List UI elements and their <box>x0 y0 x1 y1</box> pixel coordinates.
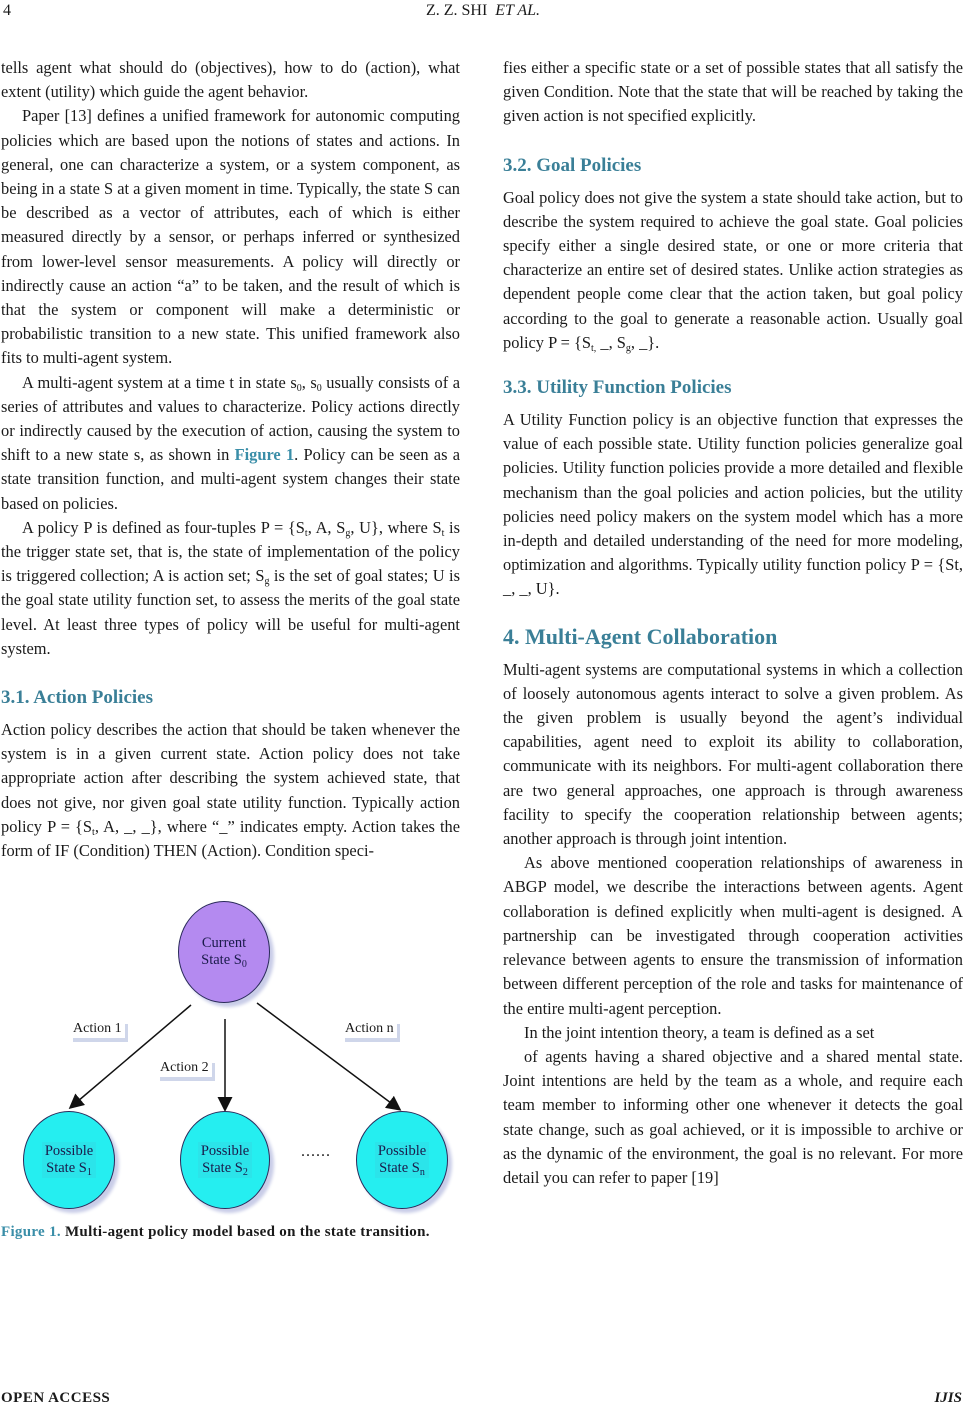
section-heading-3-2: 3.2. Goal Policies <box>503 154 642 176</box>
paragraph: A policy P is defined as four-tuples $P = \{S_t$, A, $S_g$, U}, where $S_t$ is the trigger state set, that is, the state of implementation of the policy is triggered collection; A is action set; $S_g$ is the set of goal states; U is the goal state utility function set, to assess the merits of the goal state level. At least three types of policy will be useful for multi-agent system. <box>1 517 460 658</box>
paragraph: fies either a specific state or a set of possible states that all satisfy the given Condition. Note that the state that will be reached by taking the given action is not specified explicitly. <box>503 58 963 126</box>
paragraph: In the joint intention theory, a team is defined as a set <box>524 1022 875 1042</box>
ellipsis: ...... <box>301 1143 331 1161</box>
paragraph: A multi-agent system at a time t in state $s_0$, $s_0$ usually consists of a series of attributes and values to characterize. Policy actions directly or indirectly caused by the execution of action, causing the system to shift to a new state s, as shown in Figure 1. Policy can be seen as a state transition function, and multi-agent system changes their state based on policies. <box>1 372 461 513</box>
footer-journal: IJIS <box>934 1390 962 1406</box>
left-column <box>1 56 460 1242</box>
action-1-label: Action 1 <box>70 1020 125 1038</box>
running-header <box>0 2 966 20</box>
header-authors: Z. Z. SHI <box>425 2 488 19</box>
paragraph: Goal policy does not give the system a state should take action, but to describe the system required to achieve the goal state. Goal policies specify either a single desired state, or one or more criteria that characterize an entire set of desired states. Unlike action strategies as dependent people come clear that the action taken, but goal policy according to the goal to generate a reasonable action. Usually goal policy $P = \{S_{t,}$ _, $S_g$, _}. <box>503 187 963 354</box>
action-2-label: Action 2 <box>157 1059 212 1077</box>
current-state-node: Current State $S_0$ <box>178 901 270 1003</box>
paragraph: Multi-agent systems are computational systems in which a collection of loosely autonomous agents interact to solve a given problem. As the given problem is usually beyond the agent’s individual capabilities, agent need to exploit its ability to collaboration, communicate with its neighbors. For multi-agent collaboration there are two general approaches, one approach is through awareness facility to specify the cooperation relationship between agents; another approach is through joint intention. <box>503 659 963 849</box>
page-number: 4 <box>3 2 11 19</box>
possible-state-2-node: Possible State $S_2$ <box>180 1111 270 1209</box>
paragraph: As above mentioned cooperation relationships of awareness in ABGP model, we describe the interactions between agents. Agent collaboration is defined explicitly when multi-agent is designed. A partnership can be investigated through cooperation activities relevance between agents to ensure the transmission of information between different perception of the role and tasks for maintenance of the entire multi-agent perception. <box>503 853 963 1018</box>
action-n-label: Action n <box>342 1020 397 1038</box>
header-etal: ET AL. <box>495 2 541 19</box>
possible-state-n-node: Possible State $S_n$ <box>356 1111 448 1209</box>
paragraph: Action policy describes the action that should be taken whenever the system is in a given current state. Action policy does not take appropriate action after describing the system achieved state, that does not give, nor given goal state utility function. Typically action policy $P = \{S_t$, A, _, _}, where “_” indicates empty. Action takes the form of IF (Condition) THEN (Action). Condition speci- <box>1 720 460 861</box>
paragraph: Paper [13] defines a unified framework for autonomic computing policies which are based upon the notions of states and actions. In general, one can characterize a system, or a system component, as being in a state S at a given moment in time. Typically, the state S can be described as a vector of attributes, each of which is either measured directly by a sensor, or perhaps inferred or synthesized from lower-level sensor measurements. A policy will directly or indirectly cause an action “a” to be taken, and the result of which is that the system or component will make a deterministic or probabilistic transition to a new state. This unified framework also fits to multi-agent system. <box>1 106 460 368</box>
section-heading-3-3: 3.3. Utility Function Policies <box>503 377 732 399</box>
figure-1-link[interactable]: Figure 1 <box>234 445 295 465</box>
paragraph: tells agent what should do (objectives), how to do (action), what extent (utility) which guide the agent behavior. <box>1 58 460 102</box>
figure-caption: Figure 1. Multi-agent policy model based on the state transition. <box>1 1224 430 1241</box>
paragraph: of agents having a shared objective and a shared mental state. Joint intentions are held by the team as a whole, and require each team member to informing other one whenever it detects the goal state change, such as goal achieved, or it is impossible to archive or as the dynamic of the environment, the goal is no relevant. For more detail you can refer to paper [19] <box>503 1046 963 1187</box>
figure-1-diagram <box>1 901 461 1211</box>
paragraph: A Utility Function policy is an objective function that expresses the value of each possible state. Utility function policies generalize goal policies. Utility function policies provide a more detailed and flexible mechanism than the goal policies and action policies, but the utility policies need policy makers on the system model which has a more in-depth and detailed understanding of the need for more modeling, optimization and algorithms. Typically utility function policy P = {St, _, _, U}. <box>503 410 963 599</box>
right-column <box>503 56 963 1190</box>
possible-state-1-node: Possible State $S_1$ <box>23 1111 115 1209</box>
section-heading-4: 4. Multi-Agent Collaboration <box>503 623 778 649</box>
section-heading-3-1: 3.1. Action Policies <box>1 687 153 709</box>
footer-open-access: OPEN ACCESS <box>1 1390 111 1406</box>
